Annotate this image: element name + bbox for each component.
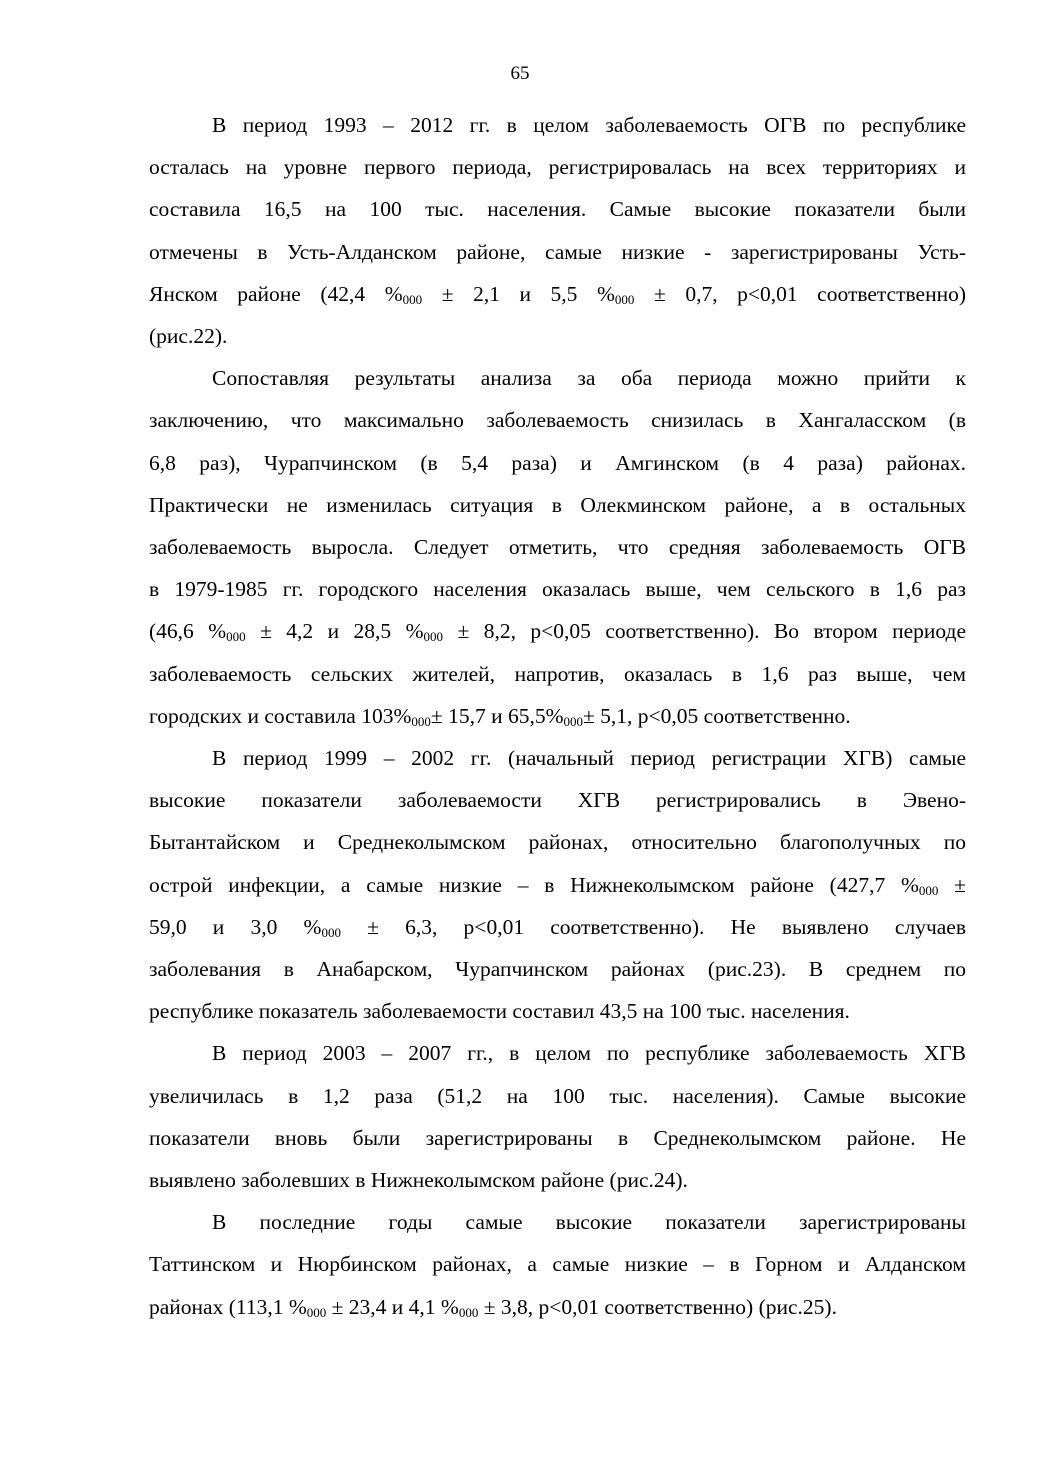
paragraph-p5 [149, 1201, 966, 1328]
text-run: ± 5,1, р<0,05 соответственно. [582, 703, 851, 728]
text-line [149, 188, 966, 230]
text-run: республике показатель заболеваемости составил 43,5 на 100 тыс. населения. [149, 999, 850, 1024]
text-run: высокие показатели заболеваемости ХГВ регистрировались в Эвено- [149, 788, 966, 813]
text-line [149, 357, 966, 399]
text-run: заболеваемость сельских жителей, напротив, оказалась в 1,6 раз выше, чем [149, 661, 966, 686]
paragraph-p4 [149, 1032, 966, 1201]
per-100000-subscript: 000 [402, 291, 423, 307]
text-line [149, 273, 966, 315]
text-line [149, 779, 966, 821]
text-line [149, 906, 966, 948]
text-run: острой инфекции, а самые низкие – в Нижнеколымском районе (427,7 % [149, 872, 919, 897]
text-run: В период 1993 – 2012 гг. в целом заболеваемость ОГВ по республике [212, 113, 966, 137]
text-run: ± 0,7, р<0,01 соответственно) [634, 281, 966, 306]
text-line [149, 484, 966, 526]
text-run: Сопоставляя результаты анализа за оба периода можно прийти к [212, 366, 966, 391]
per-100000-subscript: 000 [321, 924, 341, 940]
text-run: в 1979-1985 гг. городского населения оказалась выше, чем сельского в 1,6 раз [149, 577, 966, 602]
paragraph-p1 [149, 104, 966, 357]
text-run: ± 8,2, р<0,05 соответственно). Во втором периоде [443, 619, 967, 644]
text-line [149, 442, 966, 484]
text-run: Янском районе (42,4 % [149, 281, 403, 306]
page-number: 65 [510, 63, 530, 84]
per-100000-subscript: 000 [411, 713, 431, 729]
text-run: (46,6 % [149, 619, 227, 644]
text-line [149, 1075, 966, 1117]
per-100000-subscript: 000 [918, 882, 939, 898]
text-run: Таттинском и Нюрбинском районах, а самые низкие – в Горном и Алданском [149, 1252, 966, 1277]
text-run: заболевания в Анабарском, Чурапчинском районах (рис.23). В среднем по [149, 957, 966, 982]
text-line [149, 1286, 966, 1328]
per-100000-subscript: 000 [614, 291, 635, 307]
per-100000-subscript: 000 [458, 1304, 479, 1320]
text-run: городских и составила 103% [149, 703, 412, 728]
text-run: отмечены в Усть-Алданском районе, самые низкие - зарегистрированы Усть- [149, 239, 966, 264]
text-line [149, 1159, 966, 1201]
text-run: Практически не изменилась ситуация в Олекминском районе, а в остальных [149, 492, 966, 517]
text-run: В период 2003 – 2007 гг., в целом по республике заболеваемость ХГВ [212, 1041, 966, 1066]
text-line [149, 821, 966, 863]
text-line [149, 1201, 966, 1243]
text-run: Бытантайском и Среднеколымском районах, относительно благополучных по [149, 830, 966, 855]
text-run: ± 6,3, р<0,01 соответственно). Не выявлено случаев [340, 914, 966, 939]
text-run: ± 2,1 и 5,5 % [422, 281, 615, 306]
text-line [149, 526, 966, 568]
text-run: ± 3,8, р<0,01 соответственно) (рис.25). [478, 1294, 837, 1319]
text-line [149, 1243, 966, 1285]
text-run: осталась на уровне первого периода, регистрировалась на всех территориях и [149, 155, 966, 180]
text-run: заключению, что максимально заболеваемость снизилась в Хангаласском (в [149, 408, 966, 433]
paragraph-p2 [149, 357, 966, 737]
text-line [149, 231, 966, 273]
text-run: выявлено заболевших в Нижнеколымском районе (рис.24). [149, 1168, 688, 1193]
per-100000-subscript: 000 [226, 629, 246, 645]
text-line [149, 315, 966, 357]
text-line [149, 948, 966, 990]
text-line [149, 610, 966, 652]
text-run: увеличилась в 1,2 раза (51,2 на 100 тыс. населения). Самые высокие [149, 1083, 966, 1108]
text-line [149, 737, 966, 779]
per-100000-subscript: 000 [306, 1304, 327, 1320]
text-run: (рис.22). [149, 324, 228, 349]
document-body [149, 104, 966, 1328]
text-run: заболеваемость выросла. Следует отметить, что средняя заболеваемость ОГВ [149, 535, 966, 560]
text-line [149, 146, 966, 188]
text-run: В последние годы самые высокие показатели зарегистрированы [212, 1210, 966, 1235]
text-line [149, 1117, 966, 1159]
text-run: 6,8 раз), Чурапчинском (в 5,4 раза) и Амгинском (в 4 раза) районах. [149, 450, 966, 475]
text-run: ± 23,4 и 4,1 % [326, 1294, 459, 1319]
text-run: ± [938, 872, 966, 897]
text-run: ± 4,2 и 28,5 % [245, 619, 424, 644]
per-100000-subscript: 000 [563, 713, 583, 729]
text-run: ± 15,7 и 65,5% [430, 703, 564, 728]
text-run: показатели вновь были зарегистрированы в Среднеколымском районе. Не [149, 1125, 966, 1150]
text-line [149, 990, 966, 1032]
text-line [149, 568, 966, 610]
paragraph-p3 [149, 737, 966, 1032]
per-100000-subscript: 000 [423, 629, 444, 645]
text-run: районах (113,1 % [149, 1294, 307, 1319]
text-line [149, 864, 966, 906]
text-run: 59,0 и 3,0 % [149, 914, 322, 939]
text-line [149, 399, 966, 441]
text-run: В период 1999 – 2002 гг. (начальный период регистрации ХГВ) самые [212, 746, 966, 771]
text-run: составила 16,5 на 100 тыс. населения. Самые высокие показатели были [149, 197, 966, 222]
text-line [149, 653, 966, 695]
text-line [149, 104, 966, 146]
text-line [149, 1032, 966, 1074]
text-line [149, 695, 966, 737]
